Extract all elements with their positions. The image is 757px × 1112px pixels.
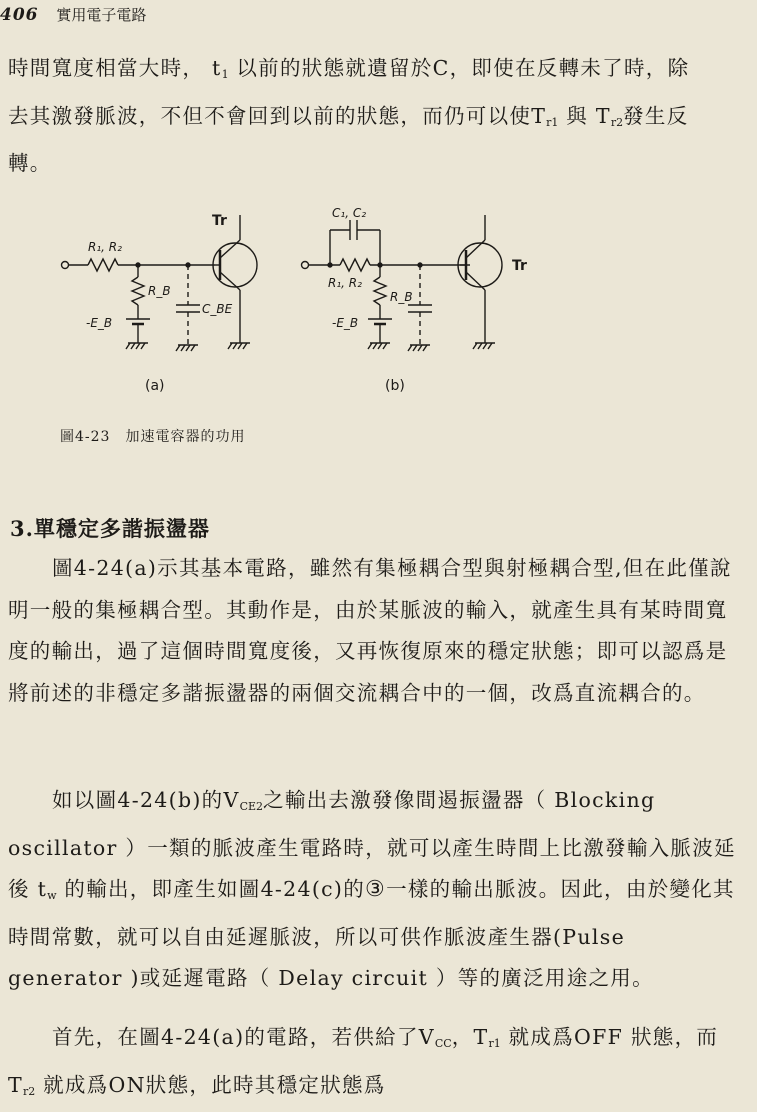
running-title: 實用電子電路 [56,6,147,24]
label-a: (a) [145,378,165,394]
label-b: (b) [385,378,405,394]
figure-caption: 圖4-23 加速電容器的功用 [60,429,246,445]
section-heading: 3.單穩定多諧振盪器 [10,516,210,541]
label-b-resistor: R₁, R₂ [328,276,362,290]
label-a-cbe: C_BE [202,302,233,316]
label-a-resistor: R₁, R₂ [88,240,122,254]
circled-three: ③ [365,877,387,902]
page-number: 406 [0,5,39,25]
label-b-cap: C₁, C₂ [332,206,367,220]
label-b-rb: R_B [390,290,413,304]
paragraph-first: 首先，在圖4-24(a)的電路，若供給了$V_{CC}$，$T_{r1}$ 就成爲OFF 狀態，而$T_{r2}$ 就成爲ON狀態，此時其穩定狀態爲 [8,1025,719,1098]
paragraph-continued: 時間寬度相當大時， $t_1$ 以前的狀態就遺留於C，即使在反轉未了時，除 去其激發脈波，不但不會回到以前的狀態，而仍可以使$T_{r1}$ 與 $T_{r2}$發生反 轉。 [8,56,690,175]
label-b-eb: -E_B [332,316,359,330]
figure-4-23 [40,195,580,405]
label-a-tr: Tr [212,213,227,229]
label-a-eb: -E_B [86,316,113,330]
paragraph-blocking: 如以圖4-24(b)的$V_{CE2}$之輸出去激發像間遏振盪器（ Blocking oscillator ）一類的脈波產生電路時，就可以產生時間上比激發輸入脈波延後 $t_w$ 的輸出，即產生如圖4-24(c)的③一樣的輸出脈波。因此，由於變化其時間常數，就可以自由延遲脈波，所以可供作脈波產生器(Pulse generator )或延遲電路（ Delay circuit ）等的廣泛用途之用。 [8,788,736,990]
label-a-rb: R_B [148,284,171,298]
page-header [0,4,146,25]
paragraph-intro: 圖4-24(a)示其基本電路，雖然有集極耦合型與射極耦合型,但在此僅說明一般的集極耦合型。其動作是，由於某脈波的輸入，就產生具有某時間寬度的輸出，過了這個時間寬度後，又再恢復原來的穩定狀態；即可以認爲是將前述的非穩定多諧振盪器的兩個交流耦合中的一個，改爲直流耦合的。 [8,556,732,705]
label-b-tr: Tr [512,258,527,274]
